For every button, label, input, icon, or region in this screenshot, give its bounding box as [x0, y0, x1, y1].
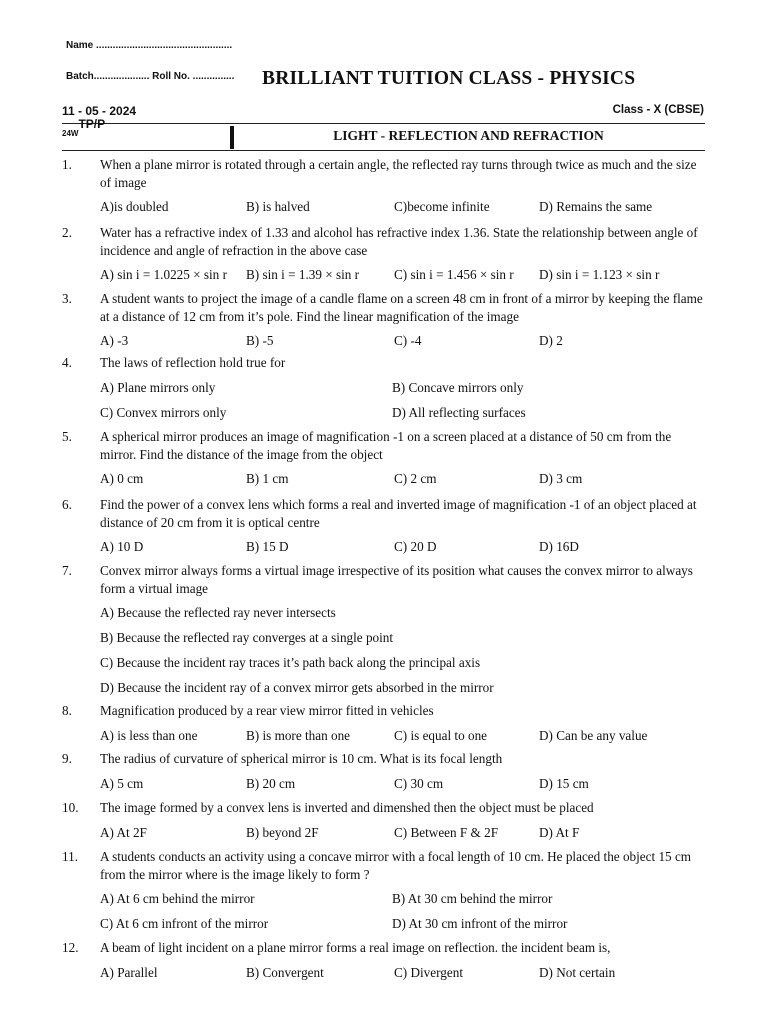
question-10: [62, 799, 712, 841]
option-b: B) Convergent: [246, 964, 324, 980]
option-d: D) At F: [539, 824, 580, 840]
question-7: [62, 562, 712, 697]
option-d: D) 16D: [539, 539, 579, 554]
header-top-rule: [62, 123, 705, 124]
question-text: A beam of light incident on a plane mirror forms a real image on reflection. the incident beam is,: [100, 940, 611, 955]
options-group: [100, 727, 712, 745]
option-a: A) sin i = 1.0225 × sin r: [100, 267, 227, 282]
option-a: A) -3: [100, 333, 129, 348]
option-c: C) Because the incident ray traces it’s path back along the principal axis: [100, 655, 481, 670]
question-text-row: [62, 562, 712, 597]
options-group: [100, 470, 712, 488]
question-5: [62, 428, 712, 488]
question-number: 1.: [62, 157, 72, 172]
option-c: C) Divergent: [394, 964, 463, 980]
question-6: [62, 496, 712, 556]
question-11: [62, 848, 712, 933]
option-c: C)become infinite: [394, 199, 490, 214]
question-text-row: [62, 156, 712, 191]
option-b: B) is more than one: [246, 727, 351, 743]
name-field-label: Name .................................................: [66, 40, 233, 51]
option-d: D) All reflecting surfaces: [392, 404, 526, 420]
options-group: [100, 538, 712, 556]
option-b: B) Because the reflected ray converges at a single point: [100, 630, 394, 645]
exam-date: 11 - 05 - 2024: [62, 104, 137, 118]
option-b: B) 20 cm: [246, 775, 296, 791]
option-a: A) Parallel: [100, 964, 158, 980]
options-group: [100, 266, 712, 284]
option-d: D) 15 cm: [539, 775, 589, 791]
option-a: A) 5 cm: [100, 775, 144, 791]
page-title: BRILLIANT TUITION CLASS - PHYSICS: [262, 68, 636, 89]
question-text: A spherical mirror produces an image of magnification -1 on a screen placed at a distance of 50 cm from the mirror. Find the distance of the image from the object: [100, 429, 672, 462]
options-group: [100, 604, 712, 697]
question-text-row: [62, 702, 712, 720]
option-c: C) Between F & 2F: [394, 824, 499, 840]
question-9: [62, 750, 712, 792]
option-d: D) Not certain: [539, 964, 616, 980]
option-c: C) -4: [394, 333, 422, 348]
paper-code-prefix: 24W: [62, 129, 79, 138]
options-group: [100, 775, 712, 793]
question-3: [62, 290, 712, 350]
option-d: D) Remains the same: [539, 199, 653, 214]
question-text-row: [62, 290, 712, 325]
question-number: 6.: [62, 497, 72, 512]
topic-heading: LIGHT - REFLECTION AND REFRACTION: [333, 128, 604, 143]
option-c: C) Convex mirrors only: [100, 404, 227, 420]
option-c: C) 2 cm: [394, 471, 437, 486]
question-text: Water has a refractive index of 1.33 and alcohol has refractive index 1.36. State the relationship between angle of incidence and angle of refraction in the above case: [100, 225, 698, 258]
question-text-row: [62, 428, 712, 463]
options-group: [100, 379, 712, 422]
question-text-row: [62, 939, 712, 957]
option-c: C) sin i = 1.456 × sin r: [394, 267, 514, 282]
option-b: B) sin i = 1.39 × sin r: [246, 267, 360, 282]
question-text: A students conducts an activity using a concave mirror with a focal length of 10 cm. He placed the object 15 cm from the mirror where is the image likely to form ?: [100, 849, 692, 882]
question-text-row: [62, 848, 712, 883]
options-group: [100, 824, 712, 842]
question-text: A student wants to project the image of a candle flame on a screen 48 cm in front of a mirror by keeping the flame at a distance of 12 cm from it’s pole. Find the linear magnification of the image: [100, 291, 703, 324]
option-b: B) -5: [246, 333, 274, 348]
option-c: C) 20 D: [394, 539, 437, 554]
batch-roll-field-label: Batch.................... Roll No. ...............: [66, 71, 235, 82]
option-a: A) Plane mirrors only: [100, 379, 216, 395]
question-1: [62, 156, 712, 216]
option-a: A) 10 D: [100, 539, 144, 554]
question-text-row: [62, 354, 712, 372]
question-text-row: [62, 224, 712, 259]
question-text: The radius of curvature of spherical mirror is 10 cm. What is its focal length: [100, 751, 503, 766]
question-text-row: [62, 496, 712, 531]
question-number: 12.: [62, 940, 79, 955]
question-2: [62, 224, 712, 284]
option-c: C) At 6 cm infront of the mirror: [100, 916, 269, 931]
paper-code-text: TP/P: [78, 117, 106, 131]
options-group: [100, 890, 712, 933]
question-text: Magnification produced by a rear view mirror fitted in vehicles: [100, 703, 434, 718]
question-4: [62, 354, 712, 421]
question-text: The laws of reflection hold true for: [100, 355, 286, 370]
question-text: Find the power of a convex lens which forms a real and inverted image of magnification -1 of an object placed at distance of 20 cm from it is optical centre: [100, 497, 697, 530]
option-a: A)is doubled: [100, 199, 169, 214]
options-group: [100, 198, 712, 216]
option-c: C) 30 cm: [394, 775, 444, 791]
question-number: 2.: [62, 225, 72, 240]
question-number: 7.: [62, 563, 72, 578]
question-number: 10.: [62, 800, 79, 815]
question-text: The image formed by a convex lens is inverted and dimenshed then the object must be placed: [100, 800, 594, 815]
option-a: A) is less than one: [100, 727, 198, 743]
option-a: A) 0 cm: [100, 471, 144, 486]
question-text-row: [62, 750, 712, 768]
option-d: D) 2: [539, 333, 563, 348]
class-label: Class - X (CBSE): [612, 104, 704, 116]
option-d: D) Because the incident ray of a convex mirror gets absorbed in the mirror: [100, 680, 494, 695]
option-b: B) 1 cm: [246, 471, 289, 486]
paper-code: [62, 117, 106, 138]
option-b: B) is halved: [246, 199, 310, 214]
question-number: 4.: [62, 355, 72, 370]
option-b: B) At 30 cm behind the mirror: [392, 891, 553, 906]
question-number: 5.: [62, 429, 72, 444]
option-a: A) At 6 cm behind the mirror: [100, 891, 255, 906]
option-c: C) is equal to one: [394, 727, 488, 743]
question-number: 8.: [62, 703, 72, 718]
question-number: 11.: [62, 849, 78, 864]
options-group: [100, 332, 712, 350]
option-d: D) Can be any value: [539, 727, 648, 743]
option-a: A) At 2F: [100, 824, 147, 840]
option-b: B) 15 D: [246, 539, 289, 554]
question-number: 3.: [62, 291, 72, 306]
option-d: D) At 30 cm infront of the mirror: [392, 916, 568, 931]
question-number: 9.: [62, 751, 72, 766]
question-8: [62, 702, 712, 744]
option-d: D) 3 cm: [539, 471, 583, 486]
question-text: Convex mirror always forms a virtual image irrespective of its position what causes the convex mirror to always form a virtual image: [100, 563, 693, 596]
option-d: D) sin i = 1.123 × sin r: [539, 267, 660, 282]
question-12: [62, 939, 712, 981]
options-group: [100, 964, 712, 982]
question-text: When a plane mirror is rotated through a certain angle, the reflected ray turns through twice as much and the size of image: [100, 157, 697, 190]
question-text-row: [62, 799, 712, 817]
option-a: A) Because the reflected ray never intersects: [100, 605, 336, 620]
option-b: B) beyond 2F: [246, 824, 319, 840]
header-bottom-rule: [62, 150, 705, 151]
option-b: B) Concave mirrors only: [392, 379, 524, 395]
